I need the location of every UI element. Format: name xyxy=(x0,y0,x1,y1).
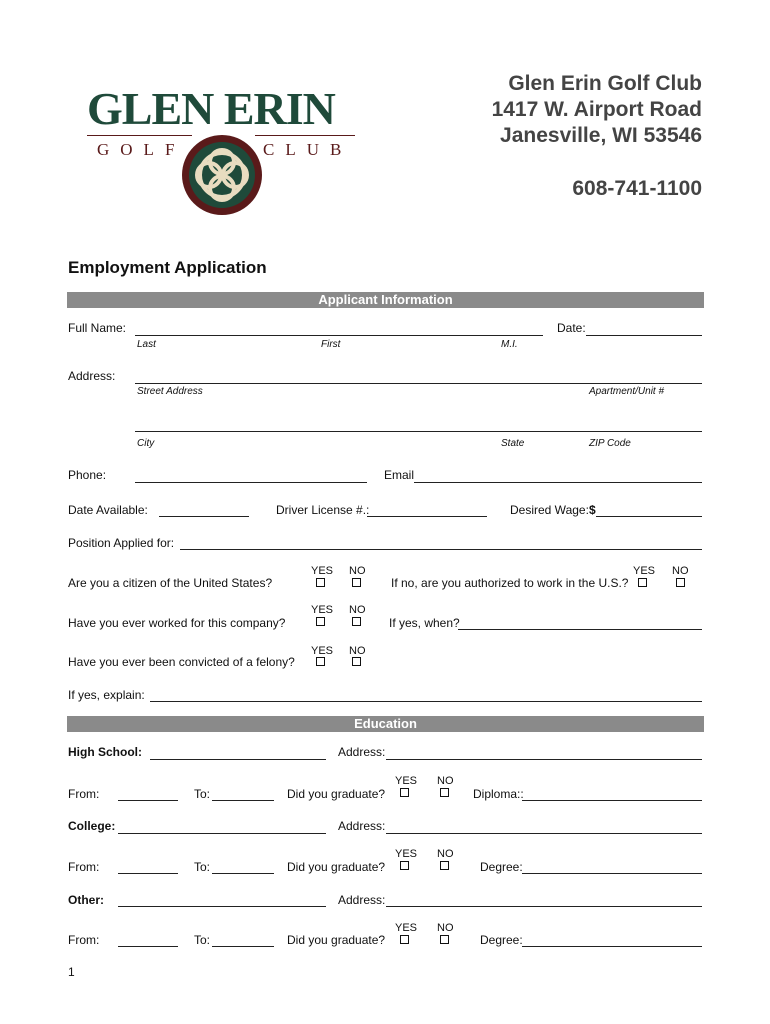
logo-club: CLUB xyxy=(263,140,353,159)
citizen-yes-label: YES xyxy=(311,565,334,577)
other-yes-label: YES xyxy=(395,922,418,934)
college-graduate-no-checkbox[interactable] xyxy=(440,861,449,870)
college-from-label: From: xyxy=(68,860,100,874)
mi-caption: M.I. xyxy=(501,339,518,350)
college-graduate-label: Did you graduate? xyxy=(287,860,386,874)
high-school-field[interactable] xyxy=(150,759,326,760)
hs-graduate-no-checkbox[interactable] xyxy=(440,788,449,797)
state-caption: State xyxy=(501,438,525,449)
diploma-label: Diploma:: xyxy=(473,787,524,801)
phone-label: Phone: xyxy=(68,468,107,482)
date-field[interactable] xyxy=(586,335,702,336)
explain-field[interactable] xyxy=(150,701,702,702)
date-available-field[interactable] xyxy=(159,516,249,517)
club-street: 1417 W. Airport Road xyxy=(491,98,702,121)
citizen-no-label: NO xyxy=(349,565,366,577)
authorized-question: If no, are you authorized to work in the U.S.? xyxy=(391,576,629,590)
full-name-field[interactable] xyxy=(135,335,543,336)
city-caption: City xyxy=(137,438,155,449)
hs-to-label: To: xyxy=(194,787,211,801)
worked-yes-checkbox[interactable] xyxy=(316,617,325,626)
authorized-yes-checkbox[interactable] xyxy=(638,578,647,587)
felony-no-label: NO xyxy=(349,645,366,657)
club-city: Janesville, WI 53546 xyxy=(500,124,702,147)
college-degree-field[interactable] xyxy=(522,873,702,874)
hs-no-label: NO xyxy=(437,775,454,787)
diploma-field[interactable] xyxy=(522,800,702,801)
other-degree-field[interactable] xyxy=(522,946,702,947)
section-education: Education xyxy=(67,716,704,732)
phone-field[interactable] xyxy=(135,482,367,483)
logo-wordmark: GLEN ERIN xyxy=(87,83,335,134)
date-label: Date: xyxy=(557,321,586,335)
other-degree-label: Degree: xyxy=(480,933,523,947)
desired-wage-label: Desired Wage: xyxy=(510,503,589,517)
club-name: Glen Erin Golf Club xyxy=(508,72,702,95)
email-label: Email xyxy=(384,468,415,482)
desired-wage-field[interactable] xyxy=(596,516,702,517)
hs-from-field[interactable] xyxy=(118,800,178,801)
worked-question: Have you ever worked for this company? xyxy=(68,616,286,630)
hs-graduate-label: Did you graduate? xyxy=(287,787,386,801)
logo-rule-right xyxy=(255,135,355,136)
college-degree-label: Degree: xyxy=(480,860,523,874)
citizen-no-checkbox[interactable] xyxy=(352,578,361,587)
street-address-field[interactable] xyxy=(135,383,702,384)
high-school-label: High School: xyxy=(68,745,142,759)
page-title: Employment Application xyxy=(68,258,267,277)
when-field[interactable] xyxy=(458,629,702,630)
hs-yes-label: YES xyxy=(395,775,418,787)
high-school-address-label: Address: xyxy=(338,745,386,759)
college-no-label: NO xyxy=(437,848,454,860)
citizen-question: Are you a citizen of the United States? xyxy=(68,576,273,590)
driver-license-field[interactable] xyxy=(367,516,487,517)
celtic-knot-emblem xyxy=(181,134,263,216)
college-address-label: Address: xyxy=(338,819,386,833)
other-no-label: NO xyxy=(437,922,454,934)
college-label: College: xyxy=(68,819,116,833)
high-school-address-field[interactable] xyxy=(386,759,702,760)
other-from-label: From: xyxy=(68,933,100,947)
college-yes-label: YES xyxy=(395,848,418,860)
felony-yes-checkbox[interactable] xyxy=(316,657,325,666)
club-phone: 608-741-1100 xyxy=(572,177,702,200)
full-name-label: Full Name: xyxy=(68,321,127,335)
felony-question: Have you ever been convicted of a felony? xyxy=(68,655,295,669)
authorized-yes-label: YES xyxy=(633,565,656,577)
hs-to-field[interactable] xyxy=(212,800,274,801)
college-graduate-yes-checkbox[interactable] xyxy=(400,861,409,870)
college-to-label: To: xyxy=(194,860,211,874)
other-from-field[interactable] xyxy=(118,946,178,947)
worked-no-label: NO xyxy=(349,604,366,616)
college-field[interactable] xyxy=(118,833,326,834)
college-from-field[interactable] xyxy=(118,873,178,874)
section-applicant-information: Applicant Information xyxy=(67,292,704,308)
felony-yes-label: YES xyxy=(311,645,334,657)
hs-from-label: From: xyxy=(68,787,100,801)
first-caption: First xyxy=(321,339,341,350)
city-state-zip-field[interactable] xyxy=(135,431,702,432)
club-logo xyxy=(85,82,360,217)
college-address-field[interactable] xyxy=(386,833,702,834)
explain-label: If yes, explain: xyxy=(68,688,145,702)
date-available-label: Date Available: xyxy=(68,503,148,517)
street-caption: Street Address xyxy=(137,386,203,397)
other-address-field[interactable] xyxy=(386,906,702,907)
address-label: Address: xyxy=(68,369,116,383)
other-to-field[interactable] xyxy=(212,946,274,947)
felony-no-checkbox[interactable] xyxy=(352,657,361,666)
citizen-yes-checkbox[interactable] xyxy=(316,578,325,587)
worked-yes-label: YES xyxy=(311,604,334,616)
when-label: If yes, when? xyxy=(389,616,460,630)
authorized-no-checkbox[interactable] xyxy=(676,578,685,587)
worked-no-checkbox[interactable] xyxy=(352,617,361,626)
other-label: Other: xyxy=(68,893,104,907)
last-caption: Last xyxy=(137,339,156,350)
other-graduate-no-checkbox[interactable] xyxy=(440,935,449,944)
driver-license-label: Driver License #.: xyxy=(276,503,370,517)
position-label: Position Applied for: xyxy=(68,536,175,550)
hs-graduate-yes-checkbox[interactable] xyxy=(400,788,409,797)
other-field[interactable] xyxy=(118,906,326,907)
zip-caption: ZIP Code xyxy=(589,438,631,449)
apt-caption: Apartment/Unit # xyxy=(589,386,665,397)
position-field[interactable] xyxy=(180,549,702,550)
email-field[interactable] xyxy=(414,482,702,483)
authorized-no-label: NO xyxy=(672,565,689,577)
wage-dollar: $ xyxy=(589,503,596,517)
other-to-label: To: xyxy=(194,933,211,947)
other-address-label: Address: xyxy=(338,893,386,907)
logo-rule-left xyxy=(87,135,192,136)
page-number: 1 xyxy=(68,965,75,979)
other-graduate-label: Did you graduate? xyxy=(287,933,386,947)
other-graduate-yes-checkbox[interactable] xyxy=(400,935,409,944)
logo-golf: GOLF xyxy=(97,140,186,159)
college-to-field[interactable] xyxy=(212,873,274,874)
